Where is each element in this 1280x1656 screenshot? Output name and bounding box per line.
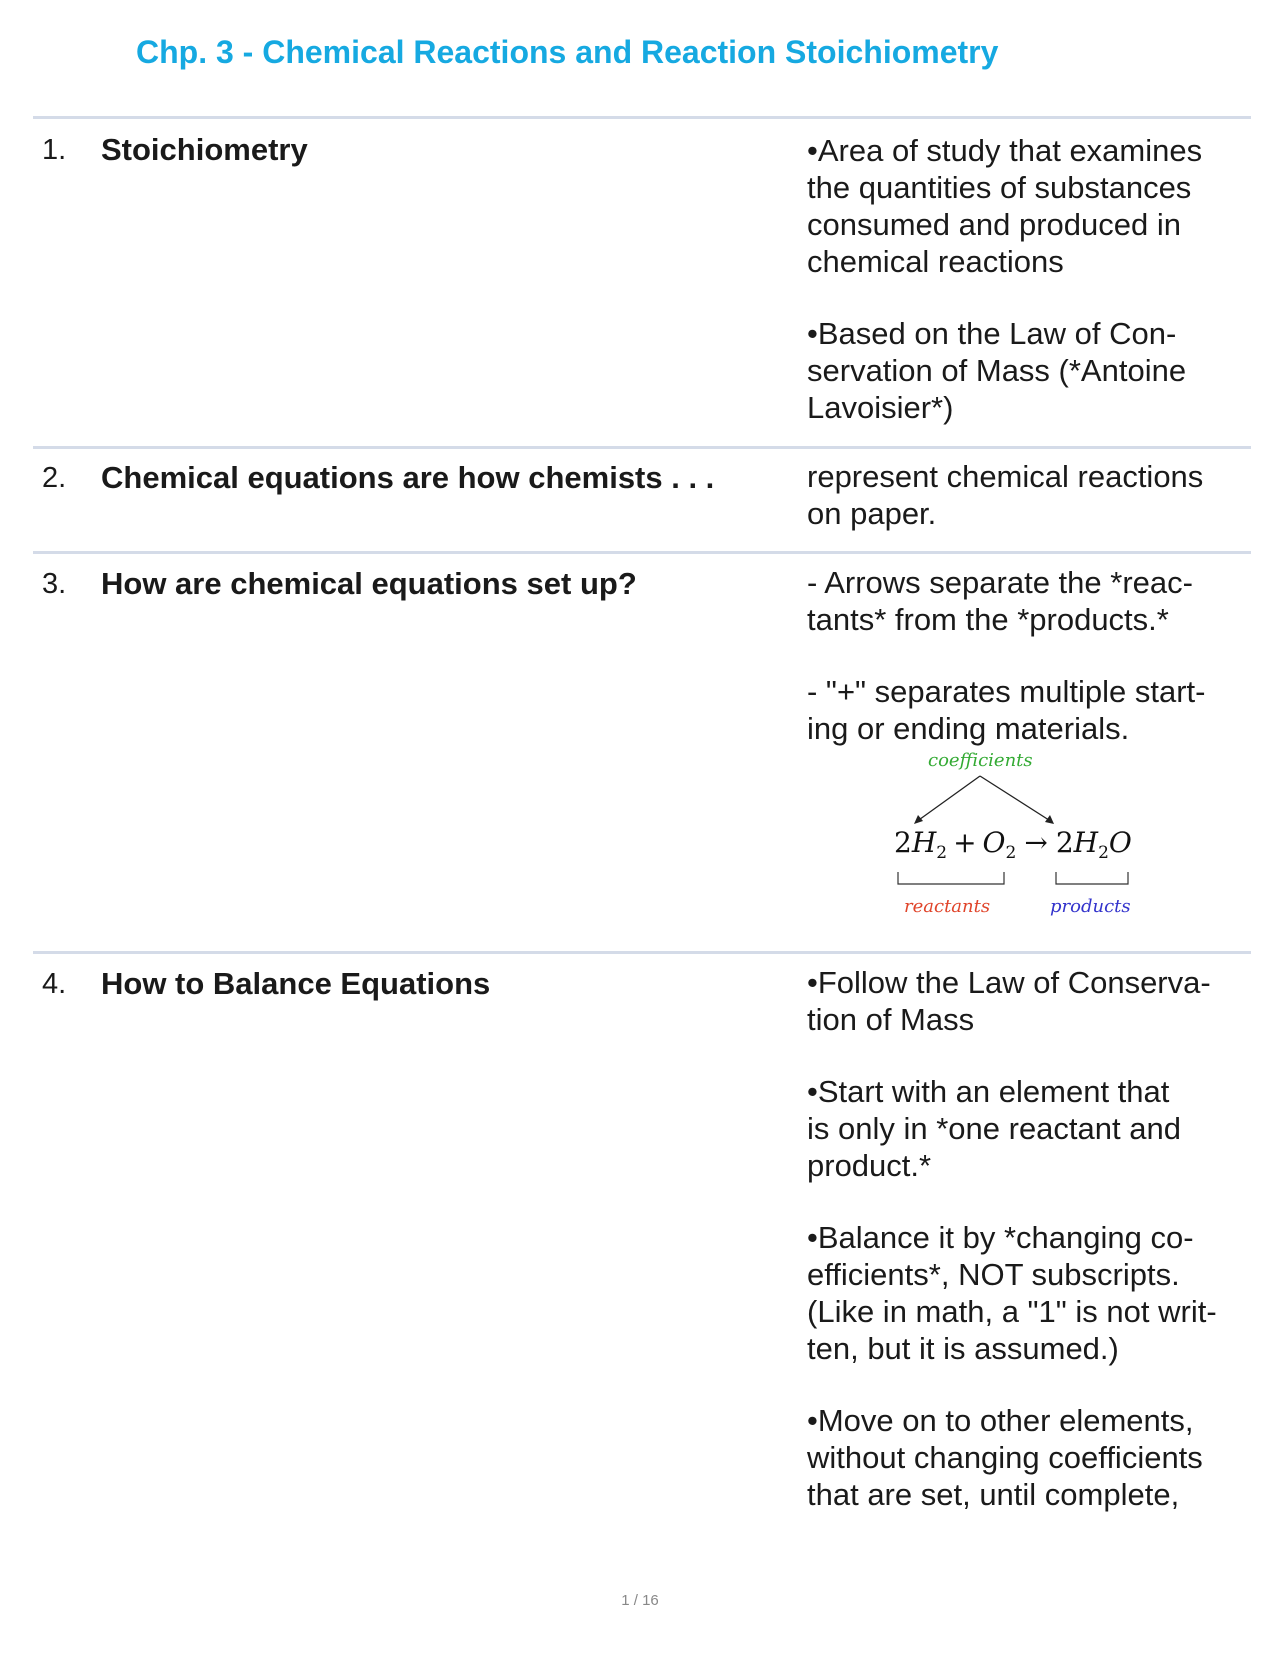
divider [33, 446, 1251, 449]
definition-paragraph: •Balance it by *changing co- efficients*, NOT subscripts. (Like in math, a "1" is not writ- ten, but it is assumed.) [807, 1220, 1217, 1366]
divider [33, 951, 1251, 954]
definition-paragraph: •Move on to other elements, without changing coefficients that are set, until complete, [807, 1403, 1203, 1512]
water-hydrogen-symbol: H [1073, 826, 1099, 859]
coefficients-label: coefficients [928, 750, 1033, 771]
oxygen-symbol: O [982, 826, 1006, 859]
definition-paragraph: •Follow the Law of Conserva- tion of Mass [807, 965, 1211, 1037]
reaction-arrow: → [1024, 826, 1048, 859]
coefficient-reactant: 2 [894, 826, 912, 859]
definition-paragraph: •Start with an element that is only in *one reactant and product.* [807, 1074, 1181, 1183]
products-label: products [1050, 896, 1131, 917]
definition-paragraph: - Arrows separate the *reac- tants* from the *products.* [807, 565, 1193, 637]
plus-sign: + [953, 826, 977, 859]
definition-chemical-equations [807, 458, 1247, 532]
coefficient-arrow-right [980, 776, 1052, 822]
definition-paragraph: represent chemical reactions on paper. [807, 459, 1204, 531]
divider [33, 551, 1251, 554]
definition-equation-setup [807, 564, 1247, 747]
products-bracket [1056, 872, 1128, 884]
page-title: Chp. 3 - Chemical Reactions and Reaction Stoichiometry [136, 34, 999, 70]
equation-diagram [880, 748, 1180, 928]
coefficient-product: 2 [1055, 826, 1074, 859]
term-balance-equations: How to Balance Equations [101, 966, 491, 1001]
reactants-label: reactants [904, 896, 991, 917]
definition-paragraph: •Based on the Law of Con- servation of Mass (*Antoine Lavoisier*) [807, 316, 1187, 425]
water-oxygen-symbol: O [1108, 826, 1132, 859]
definition-stoichiometry [807, 132, 1247, 426]
divider [33, 116, 1251, 119]
definition-paragraph: •Area of study that examines the quantities of substances consumed and produced in chemical reactions [807, 133, 1203, 279]
term-stoichiometry: Stoichiometry [101, 132, 308, 167]
term-chemical-equations: Chemical equations are how chemists . . . [101, 460, 715, 495]
term-equation-setup: How are chemical equations set up? [101, 566, 637, 601]
item-number: 3. [42, 568, 67, 600]
arrowhead-right [1045, 815, 1054, 824]
reactants-bracket [898, 872, 1004, 884]
definition-paragraph: - "+" separates multiple start- ing or ending materials. [807, 674, 1206, 746]
coefficient-arrow-left [916, 776, 980, 822]
hydrogen-symbol: H [911, 826, 937, 859]
item-number: 4. [42, 968, 67, 1000]
item-number: 2. [42, 462, 67, 494]
definition-balance-equations [807, 964, 1247, 1513]
arrowhead-left [914, 815, 923, 824]
item-number: 1. [42, 134, 67, 166]
water-subscript: 2 [1098, 843, 1109, 863]
hydrogen-subscript: 2 [936, 843, 948, 863]
page-indicator: 1 / 16 [621, 1592, 659, 1609]
oxygen-subscript: 2 [1005, 843, 1017, 863]
equation [894, 826, 1132, 863]
